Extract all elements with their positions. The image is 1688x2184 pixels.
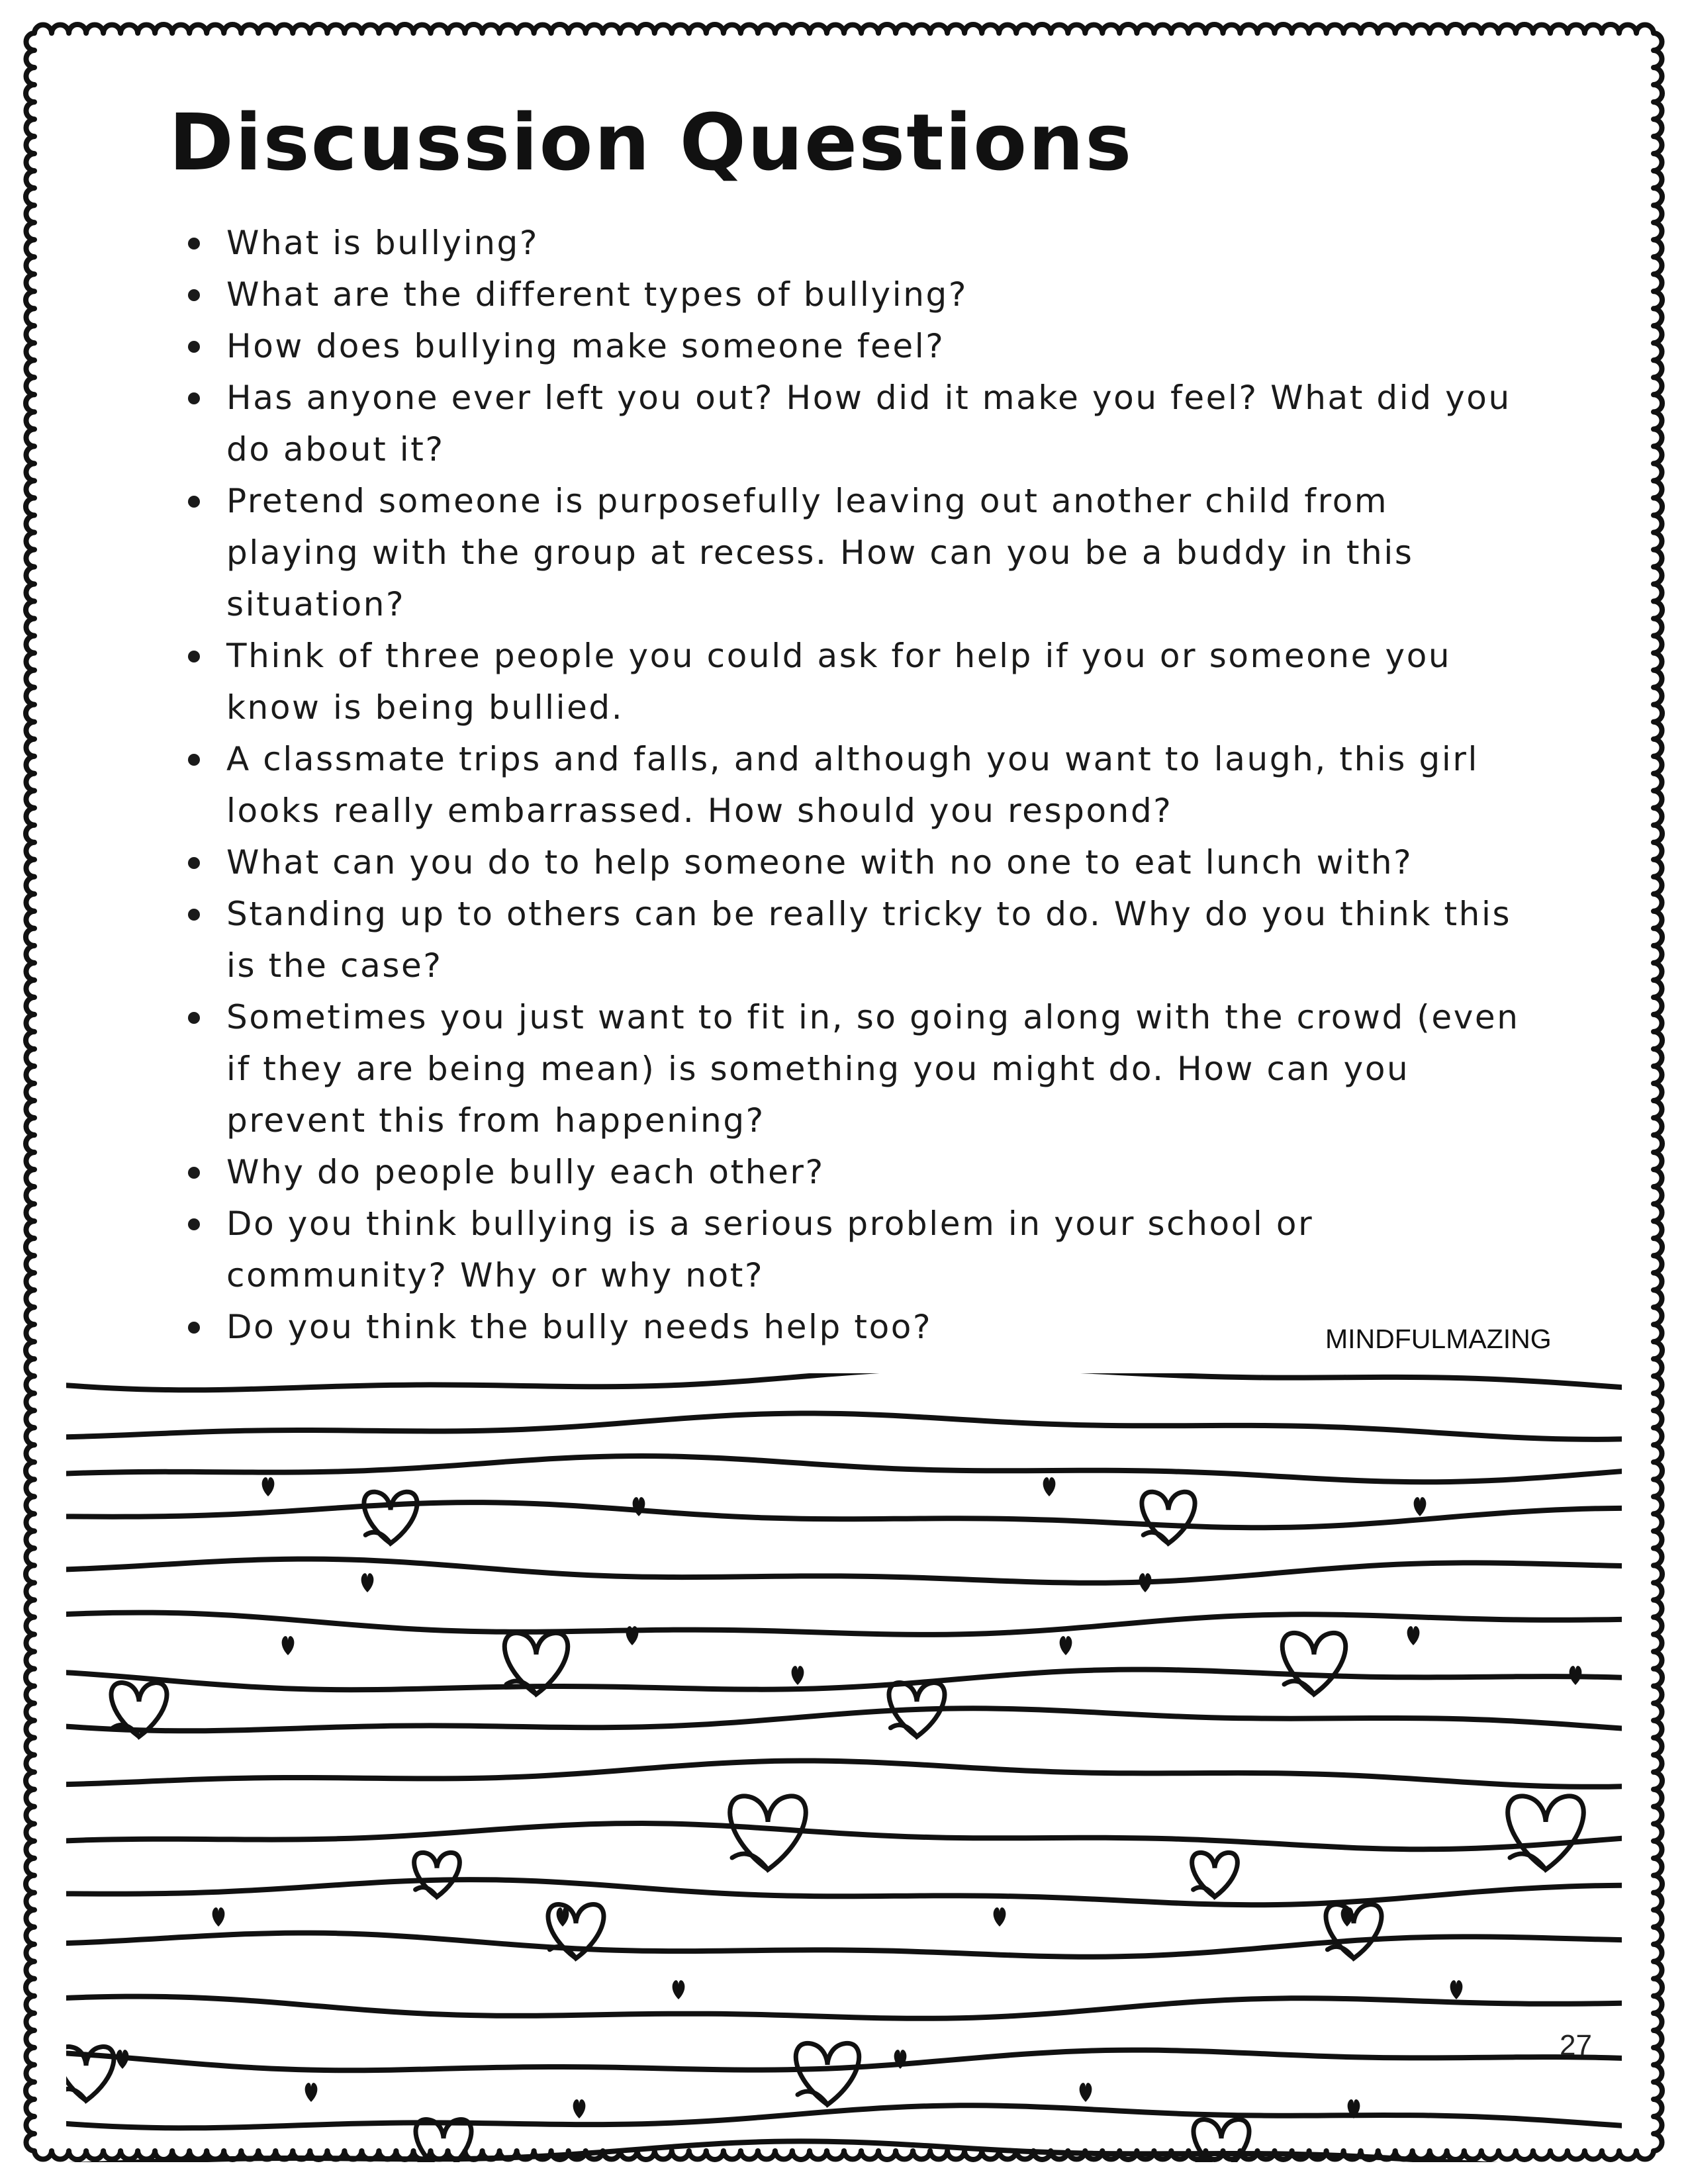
wavy-line — [60, 1997, 1622, 2019]
wavy-line — [60, 1613, 1622, 1635]
wavy-line — [60, 1761, 1622, 1787]
question-text: Why do people bully each other? — [226, 1153, 825, 1191]
small-heart-icon — [573, 2099, 586, 2118]
outline-heart-icon — [796, 2043, 859, 2105]
question-text: What is bullying? — [226, 224, 539, 262]
small-heart-icon — [673, 1980, 685, 1999]
question-text: Pretend someone is purposefully leaving out another child from playing with the group at recess. How can you be a buddy in this situation? — [226, 482, 1414, 623]
wavy-line — [60, 1559, 1622, 1583]
small-heart-icon — [1139, 1573, 1152, 1592]
small-heart-icon — [305, 2083, 318, 2102]
small-heart-icon — [1450, 1980, 1463, 1999]
page-title: Discussion Questions — [169, 97, 1133, 188]
small-heart-icon — [1407, 1626, 1420, 1645]
wavy-line — [60, 1933, 1622, 1957]
wavy-line — [60, 2050, 1622, 2071]
wavy-line — [60, 1670, 1622, 1690]
question-text: Standing up to others can be really tricky to do. Why do you think this is the case? — [226, 895, 1512, 985]
question-text: Sometimes you just want to fit in, so going along with the crowd (even if they are being mean) is something you might do. How can you prevent this from happening? — [226, 998, 1520, 1140]
page-number: 27 — [1560, 2029, 1592, 2062]
small-heart-icon — [212, 1907, 225, 1927]
question-text: What can you do to help someone with no one to eat lunch with? — [226, 843, 1413, 882]
small-heart-icon — [282, 1636, 295, 1655]
outline-heart-icon — [364, 1492, 417, 1543]
small-heart-icon — [1414, 1497, 1427, 1516]
small-heart-icon — [557, 1907, 569, 1927]
wavy-line — [60, 1880, 1622, 1905]
wavy-line — [60, 1367, 1622, 1390]
small-heart-icon — [1043, 1477, 1056, 1496]
outline-heart-icon — [416, 2120, 471, 2173]
outline-heart-icon — [414, 1852, 460, 1897]
wavy-line — [60, 2105, 1622, 2128]
small-heart-icon — [633, 1497, 645, 1516]
small-heart-icon — [792, 1666, 804, 1685]
question-text: Has anyone ever left you out? How did it make you feel? What did you do about it? — [226, 379, 1511, 469]
outline-heart-icon — [1508, 1796, 1583, 1870]
wavy-line — [60, 1708, 1622, 1731]
outline-heart-icon — [1194, 2120, 1249, 2173]
wavy-line — [60, 1823, 1622, 1849]
outline-heart-icon — [1192, 1852, 1238, 1897]
question-text: Think of three people you could ask for help if you or someone you know is being bullied. — [226, 637, 1452, 727]
wavy-line — [60, 1456, 1622, 1482]
question-text: Do you think the bully needs help too? — [226, 1308, 933, 1346]
small-heart-icon — [1060, 1636, 1072, 1655]
small-heart-icon — [117, 2050, 129, 2069]
small-heart-icon — [994, 1907, 1006, 1927]
question-text: Do you think bullying is a serious problem in your school or community? Why or why not? — [226, 1205, 1314, 1295]
question-text: A classmate trips and falls, and although you want to laugh, this girl looks really embarrassed. How should you respond? — [226, 740, 1479, 830]
small-heart-icon — [361, 1573, 374, 1592]
wavy-line — [60, 1414, 1622, 1439]
brand-label: MINDFULMAZING — [1325, 1324, 1552, 1354]
wavy-line — [60, 1502, 1622, 1527]
wavy-line — [60, 2141, 1622, 2167]
small-heart-icon — [1080, 2083, 1092, 2102]
outline-heart-icon — [1326, 1905, 1382, 1958]
outline-heart-icon — [1282, 1633, 1345, 1694]
outline-heart-icon — [1142, 1492, 1195, 1543]
question-text: What are the different types of bullying? — [226, 275, 968, 314]
small-heart-icon — [1570, 1666, 1582, 1685]
small-heart-icon — [262, 1477, 275, 1496]
question-text: How does bullying make someone feel? — [226, 327, 945, 365]
